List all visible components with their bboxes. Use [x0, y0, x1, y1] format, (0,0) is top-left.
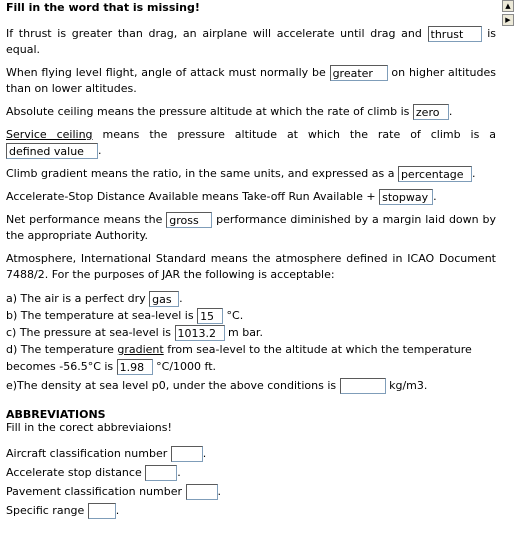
gradient-term: gradient: [117, 343, 164, 356]
abbreviations-heading: ABBREVIATIONS: [6, 408, 106, 421]
answer-pcn-field[interactable]: [186, 484, 218, 500]
q6-text-before: Accelerate-Stop Distance Available means Take-off Run Available +: [6, 190, 380, 203]
answer-sr-field[interactable]: [88, 503, 116, 519]
answer-gas-field[interactable]: [149, 291, 179, 307]
atmosphere-intro: Atmosphere, International Standard means the atmosphere defined in ICAO Document 7488/2. For the purposes of JAR the following is acceptable:: [6, 252, 496, 281]
item-c-text: c) The pressure at sea-level is: [6, 326, 175, 339]
answer-pressure-field[interactable]: [175, 325, 225, 341]
q2-text-after: on higher altitudes than on lower altitudes.: [6, 66, 496, 95]
item-b-unit: °C.: [223, 309, 244, 322]
abbrev-label-sr: Specific range: [6, 504, 85, 517]
q5-text-after: .: [471, 167, 476, 180]
abbrev-item-acn: [6, 444, 496, 463]
item-e-text: e)The density at sea level p0, under the above conditions is: [6, 379, 340, 392]
atmosphere-item-a: [6, 290, 496, 307]
question-3: [6, 104, 496, 120]
question-2: [6, 65, 496, 97]
answer-temperature-field[interactable]: [197, 308, 223, 324]
answer-asd-field[interactable]: [145, 465, 177, 481]
abbrev-label-acn: Aircraft classification number: [6, 447, 168, 460]
abbreviations-subtitle: Fill in the corect abbreviaions!: [6, 421, 172, 434]
answer-stopway-field[interactable]: [379, 189, 433, 205]
abbrev-label-asd: Accelerate stop distance: [6, 466, 142, 479]
abbrev-item-sr: [6, 501, 496, 520]
abbrev-item-pcn: [6, 482, 496, 501]
item-d-text-2: from sea-level to the altitude at which the temperature becomes -56.5°C is: [6, 343, 472, 373]
scroll-right-button[interactable]: [502, 14, 514, 26]
q1-text-before: If thrust is greater than drag, an airplane will accelerate until drag and: [6, 27, 428, 40]
scroll-up-button[interactable]: [502, 0, 514, 12]
abbrev-post-acn: .: [202, 447, 207, 460]
item-a-text: a) The air is a perfect dry: [6, 292, 150, 305]
answer-percentage-field[interactable]: [398, 166, 472, 182]
arrow-right-icon: ▶: [505, 15, 511, 24]
abbrev-post-asd: .: [177, 466, 181, 479]
q6-text-after: .: [433, 190, 437, 203]
abbrev-post-sr: .: [115, 504, 120, 517]
q5-text-before: Climb gradient means the ratio, in the same units, and expressed as a: [6, 167, 398, 180]
answer-defined-value-field[interactable]: [6, 143, 98, 159]
exercise-form: [6, 0, 496, 520]
question-6: [6, 189, 496, 205]
atmosphere-item-b: [6, 307, 496, 324]
answer-density-field[interactable]: [340, 378, 386, 394]
item-e-unit: kg/m3.: [385, 379, 428, 392]
abbreviations-list: [6, 444, 496, 520]
q2-text-before: When flying level flight, angle of attack must normally be: [6, 66, 330, 79]
answer-zero-field[interactable]: [413, 104, 449, 120]
q3-text-after: .: [448, 105, 453, 118]
arrow-up-icon: ▲: [505, 1, 511, 10]
atmosphere-item-c: [6, 324, 496, 341]
answer-gross-field[interactable]: [166, 212, 212, 228]
abbrev-label-pcn: Pavement classification number: [6, 485, 182, 498]
answer-thrust-field[interactable]: [428, 26, 482, 42]
q7-text-before: Net performance means the: [6, 213, 167, 226]
page-title: Fill in the word that is missing!: [6, 1, 200, 14]
item-d-unit: °C/1000 ft.: [152, 360, 217, 373]
answer-gradient-field[interactable]: [117, 359, 153, 375]
answer-greater-field[interactable]: [330, 65, 388, 81]
answer-acn-field[interactable]: [171, 446, 203, 462]
q1-text-after: is equal.: [6, 27, 496, 56]
item-b-text: b) The temperature at sea-level is: [6, 309, 198, 322]
q4-text-after: .: [98, 144, 102, 157]
q4-text-before: means the pressure altitude at which the rate of climb is a: [92, 128, 497, 141]
atmosphere-item-e: [6, 377, 496, 394]
question-5: [6, 166, 496, 182]
question-4: [6, 127, 496, 159]
question-7: [6, 212, 496, 244]
question-1: [6, 26, 496, 58]
atmosphere-item-d: [6, 341, 496, 375]
item-c-unit: m bar.: [224, 326, 263, 339]
q7-text-after: performance diminished by a margin laid down by the appropriate Authority.: [6, 213, 496, 242]
vertical-scrollbar[interactable]: [501, 0, 515, 556]
atmosphere-list: [6, 290, 496, 394]
item-d-text-1: d) The temperature: [6, 343, 118, 356]
abbrev-post-pcn: .: [217, 485, 221, 498]
service-ceiling-term: Service ceiling: [6, 128, 93, 141]
abbrev-item-asd: [6, 463, 496, 482]
item-a-post: .: [179, 292, 183, 305]
q3-text-before: Absolute ceiling means the pressure altitude at which the rate of climb is: [6, 105, 413, 118]
